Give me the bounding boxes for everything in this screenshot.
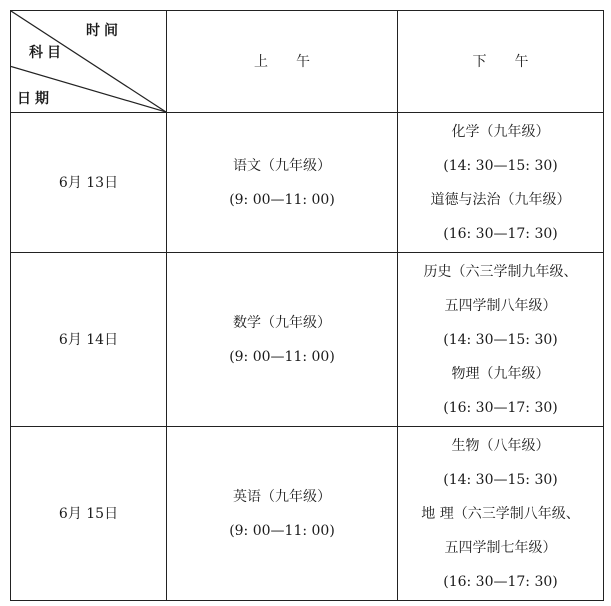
table-row: [11, 113, 604, 253]
exam-time: (9: 00—11: 00): [229, 348, 335, 365]
date-cell: 6月 14日: [11, 253, 167, 427]
header-label-date: 日期: [17, 91, 53, 107]
exam-time: (9: 00—11: 00): [229, 522, 335, 539]
exam-time: (16: 30—17: 30): [443, 573, 558, 590]
exam-subject: 数学（九年级）: [233, 314, 331, 331]
header-row: [11, 11, 604, 113]
exam-subject-cont: 五四学制七年级）: [444, 539, 557, 556]
exam-time: (14: 30—15: 30): [443, 471, 558, 488]
exam-schedule-table: [10, 10, 604, 601]
exam-subject: 物理（九年级）: [451, 365, 550, 382]
exam-subject: 历史（六三学制九年级、: [423, 263, 578, 280]
header-label-time: 时间: [86, 23, 122, 39]
morning-cell: [167, 253, 398, 427]
exam-subject: 道德与法治（九年级）: [430, 191, 571, 208]
diagonal-header-cell: [11, 11, 167, 113]
header-afternoon: 下 午: [398, 11, 604, 113]
table-row: [11, 253, 604, 427]
exam-subject: 英语（九年级）: [233, 488, 331, 505]
table-row: [11, 427, 604, 601]
exam-subject: 语文（九年级）: [233, 157, 331, 174]
afternoon-cell: [398, 427, 604, 601]
exam-time: (14: 30—15: 30): [443, 331, 558, 348]
exam-subject: 化学（九年级）: [451, 123, 550, 140]
date-cell: 6月 15日: [11, 427, 167, 601]
exam-time: (9: 00—11: 00): [229, 191, 335, 208]
afternoon-cell: [398, 113, 604, 253]
date-cell: 6月 13日: [11, 113, 167, 253]
morning-cell: [167, 113, 398, 253]
exam-subject-cont: 五四学制八年级）: [444, 297, 557, 314]
header-label-subject: 科目: [29, 45, 65, 61]
afternoon-cell: [398, 253, 604, 427]
header-morning: 上 午: [167, 11, 398, 113]
morning-cell: [167, 427, 398, 601]
exam-subject: 地 理（六三学制八年级、: [421, 505, 580, 522]
exam-time: (16: 30—17: 30): [443, 399, 558, 416]
exam-time: (14: 30—15: 30): [443, 157, 558, 174]
exam-time: (16: 30—17: 30): [443, 225, 558, 242]
exam-subject: 生物（八年级）: [451, 437, 550, 454]
